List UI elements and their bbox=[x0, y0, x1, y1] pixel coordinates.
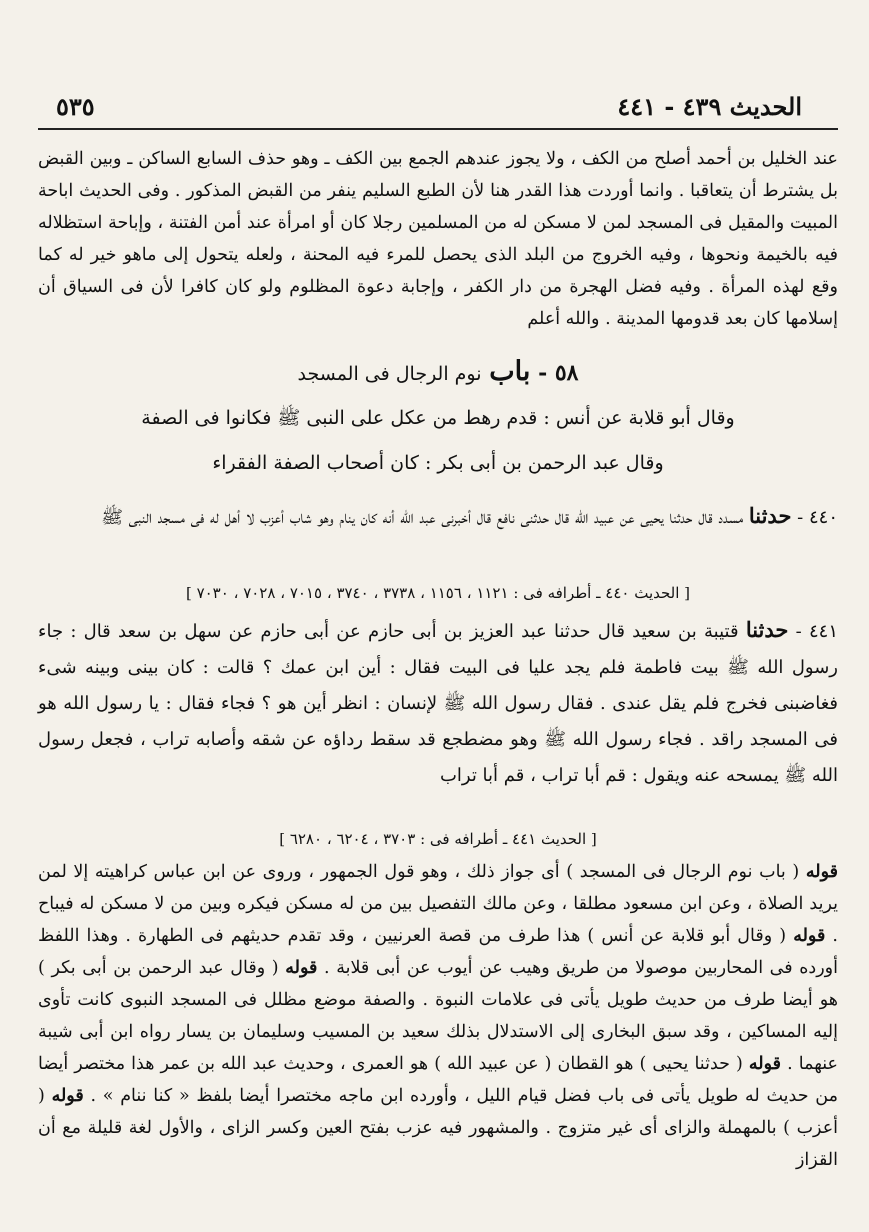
hadith-441-refs: [ الحديث ٤٤١ ـ أطرافه فى : ٣٧٠٣ ، ٦٢٠٤ ، ٦٢٨٠ ] bbox=[279, 830, 597, 848]
hadith-440-text: مسدد قال حدثنا يحيى عن عبيد الله قال حدثنى نافع قال أخبرنى عبد الله أنه كان ينام وهو شاب أعزب لا أهل له فى مسجد النبى ﷺ bbox=[101, 507, 744, 528]
narration-abdulrahman: وقال عبد الرحمن بن أبى بكر : كان أصحاب الصفة الفقراء bbox=[212, 452, 664, 474]
commentary-segment-2: ( وقال أبو قلابة عن أنس ) هذا طرف من قصة العرنيين ، وقد تقدم حديثهم فى الطهارة . وهذا اللفظ أورده فى المحاربين موصولا من طريق وهيب عن أيوب عن أبى قلابة . bbox=[38, 926, 838, 978]
commentary-bottom bbox=[38, 856, 838, 1176]
chapter-word: باب bbox=[489, 356, 531, 387]
qawluh-marker: قوله bbox=[805, 862, 838, 882]
page-header bbox=[38, 88, 838, 130]
hadith-440 bbox=[38, 498, 838, 536]
chapter-heading bbox=[38, 356, 838, 387]
commentary-segment-5: ( أعزب ) بالمهملة والزاى أى غير متزوج . والمشهور فيه عزب بفتح العين وكسر الزاى ، والأول لغة قليلة مع أن القزاز bbox=[38, 1086, 838, 1170]
hadith-441-number: ٤٤١ - bbox=[795, 621, 838, 642]
hadith-440-refs: [ الحديث ٤٤٠ ـ أطرافه فى : ١١٢١ ، ١١٥٦ ، ٣٧٣٨ ، ٣٧٤٠ ، ٧٠١٥ ، ٧٠٢٨ ، ٧٠٣٠ ] bbox=[185, 584, 691, 602]
hadith-441 bbox=[38, 612, 838, 794]
hadith-440-number: ٤٤٠ - bbox=[797, 507, 838, 528]
qawluh-marker: قوله bbox=[748, 1054, 782, 1074]
narration-abu-qilaba: وقال أبو قلابة عن أنس : قدم رهط من عكل على النبى ﷺ فكانوا فى الصفة bbox=[141, 407, 735, 429]
commentary-segment-1: ( باب نوم الرجال فى المسجد ) أى جواز ذلك ، وهو قول الجمهور ، وروى عن ابن عباس كراهيته إلا لمن يريد الصلاة ، وعن ابن مسعود مطلقا ، وعن مالك التفصيل بين من له مسكن فيكره وبين من لا مسكن له فيباح . bbox=[38, 862, 838, 946]
qawluh-marker: قوله bbox=[51, 1086, 84, 1106]
commentary-top: عند الخليل بن أحمد أصلح من الكف ، ولا يجوز عندهم الجمع بين الكف ـ وهو حذف السابع الساكن ـ وبين القبض بل يشترط أن يتعاقبا . وانما أوردت هذا القدر هنا لأن الطبع السليم ينفر من القبض المذكور . وفى الحديث اباحة المبيت والمقيل فى المسجد لمن لا مسكن له من المسلمين رجلا كان أو امرأة عند أمن الفتنة ، وإباحة استظلاله فيه بالخيمة ونحوها ، وفيه الخروج من البلد الذى يحصل للمرء فيه المحنة ، ولعله يتحول إلى ماهو خير له كما وقع لهذه المرأة . وفيه فضل الهجرة من دار الكفر ، وإجابة دعوة المظلوم ولو كان كافرا لأن فى السياق أن إسلامها كان بعد قدومها المدينة . والله أعلم bbox=[38, 149, 838, 329]
page-number: ٥٣٥ bbox=[56, 92, 95, 121]
hadith-440-keyword: حدثنا bbox=[748, 503, 792, 528]
qawluh-marker: قوله bbox=[793, 926, 826, 946]
running-title: الحديث ٤٣٩ - ٤٤١ bbox=[617, 92, 802, 121]
commentary-segment-4: ( حدثنا يحيى ) هو القطان ( عن عبيد الله ) هو العمرى ، وحديث عبد الله بن عمر هذا مختصر أيضا من حديث له طويل يأتى فى باب فضل قيام الليل ، وأورده ابن ماجه مختصرا أيضا بلفظ « كنا ننام » . bbox=[38, 1054, 838, 1106]
hadith-441-keyword: حدثنا bbox=[745, 617, 789, 642]
chapter-title: نوم الرجال فى المسجد bbox=[297, 363, 482, 385]
qawluh-marker: قوله bbox=[285, 958, 318, 978]
hadith-441-text: قتيبة بن سعيد قال حدثنا عبد العزيز بن أبى حازم عن أبى حازم عن سهل بن سعد قال : جاء رسول الله ﷺ بيت فاطمة فلم يجد عليا فى البيت فقال : أين ابن عمك ؟ قالت : كان بينى وبينه شىء فغاضبنى فخرج فلم يقل عندى . فقال رسول الله ﷺ لإنسان : انظر أين هو ؟ فجاء فقال : يا رسول الله هو فى المسجد راقد . فجاء رسول الله ﷺ وهو مضطجع قد سقط رداؤه عن شقه وأصابه تراب ، فجعل رسول الله ﷺ يمسحه عنه ويقول : قم أبا تراب ، قم أبا تراب bbox=[38, 621, 838, 786]
chapter-number: ٥٨ - bbox=[538, 360, 579, 386]
commentary-segment-3: ( وقال عبد الرحمن بن أبى بكر ) هو أيضا طرف من حديث طويل يأتى فى علامات النبوة . والصفة موضع مظلل فى المسجد النبوى كانت تأوى إليه المساكين ، وقد سبق البخارى إلى الاستدلال بذلك سعيد بن المسيب وسليمان بن يسار رواه ابن أبى شيبة عنهما . bbox=[38, 958, 838, 1074]
